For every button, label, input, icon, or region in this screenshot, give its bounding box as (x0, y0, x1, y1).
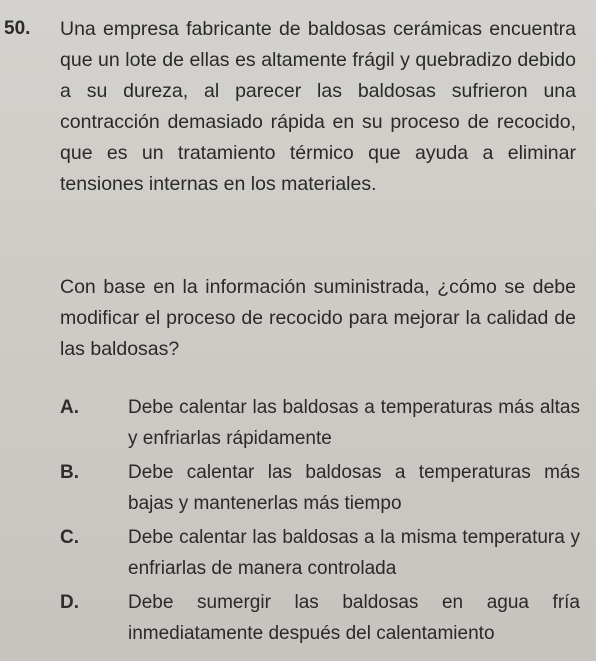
option-b-letter: B. (60, 462, 79, 483)
option-b[interactable] (60, 457, 580, 519)
option-d-letter: D. (60, 592, 79, 613)
option-a-letter: A. (60, 397, 79, 418)
option-a-text: Debe calentar las baldosas a temperaturas más altas y enfriarlas rápidamente (128, 397, 580, 449)
question-number: 50. (4, 18, 31, 39)
option-d-text: Debe sumergir las baldosas en agua fría inmediatamente después del calentamiento (128, 592, 580, 644)
option-c-text: Debe calentar las baldosas a la misma temperatura y enfriarlas de manera controlada (128, 527, 580, 579)
question-stem: Una empresa fabricante de baldosas cerámicas encuentra que un lote de ellas es altamente frágil y quebradizo debido a su dureza, al parecer las baldosas sufrieron una contracción demasiado rápida en su proceso de recocido, que es un tratamiento térmico que ayuda a eliminar tensiones internas en los materiales. (60, 18, 576, 195)
option-d[interactable] (60, 587, 580, 649)
option-c[interactable] (60, 522, 580, 584)
answer-options (60, 392, 580, 649)
option-c-letter: C. (60, 527, 79, 548)
question-prompt: Con base en la información suministrada, ¿cómo se debe modificar el proceso de recocido para mejorar la calidad de las baldosas? (60, 276, 576, 360)
option-a[interactable] (60, 392, 580, 454)
option-b-text: Debe calentar las baldosas a temperaturas más bajas y mantenerlas más tiempo (128, 462, 580, 514)
